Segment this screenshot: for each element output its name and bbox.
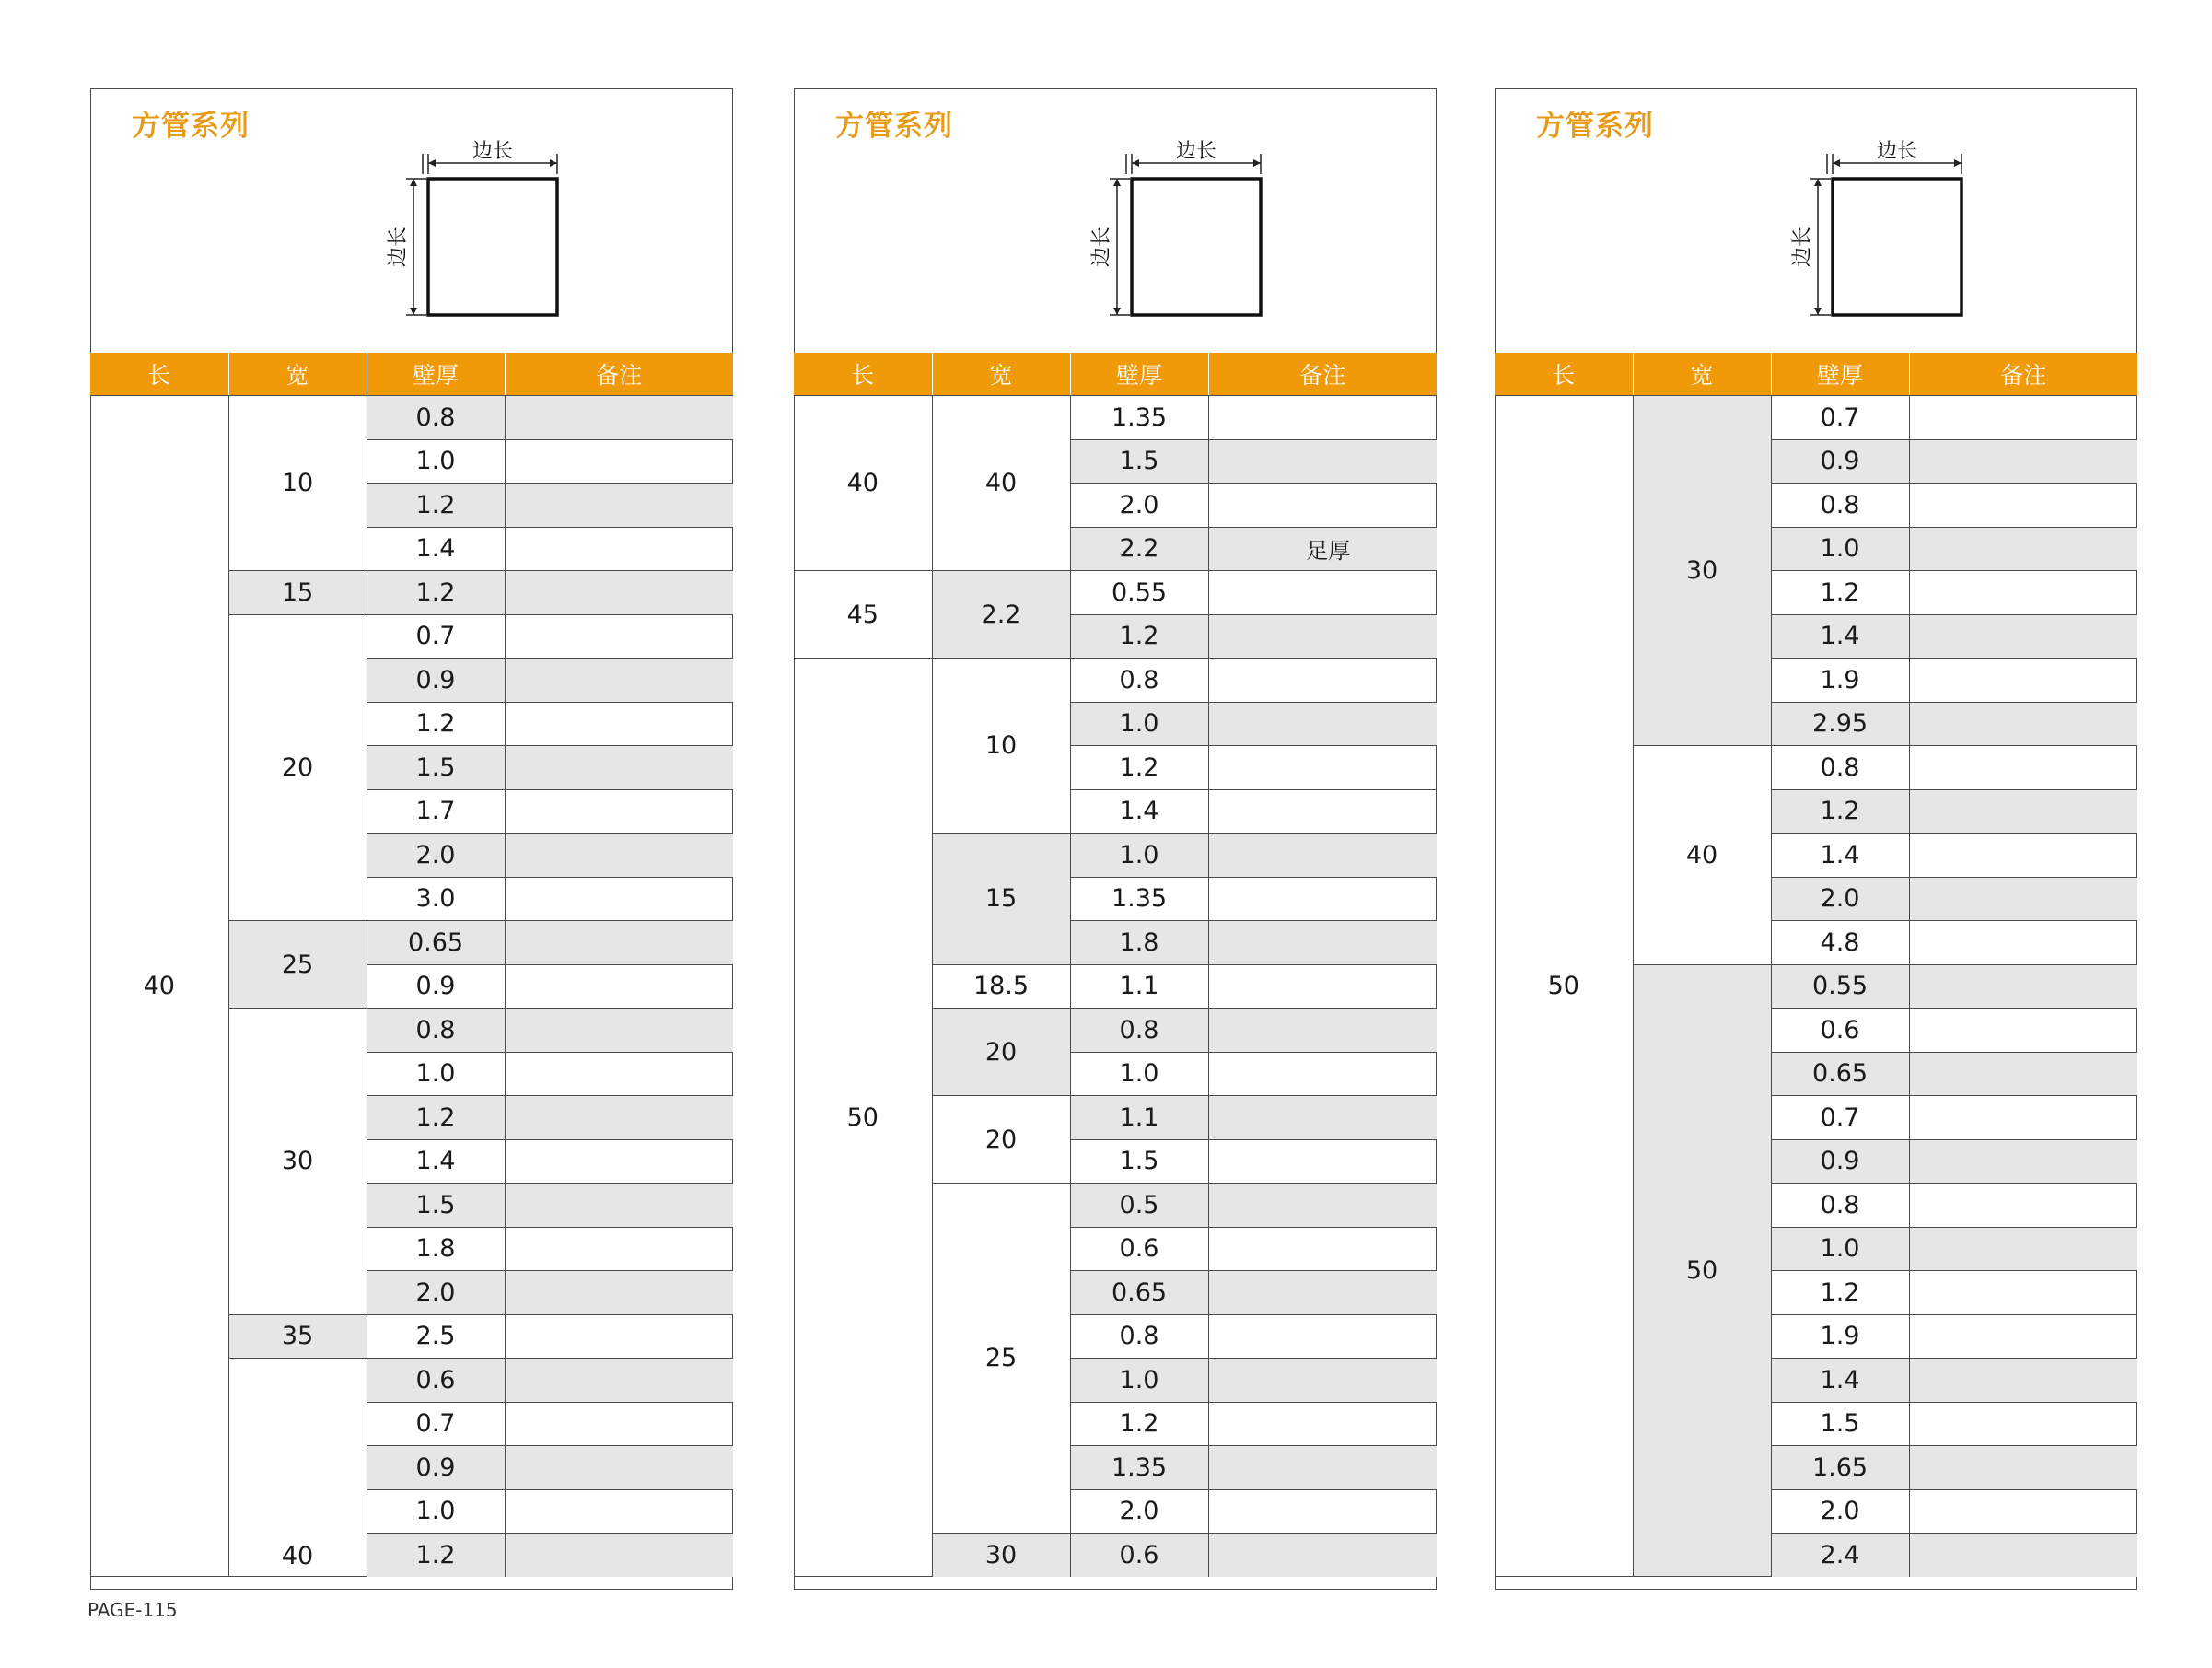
side-length-label-top: 边长 (1175, 140, 1217, 163)
thickness-cell: 1.4 (367, 527, 505, 571)
note-cell (1909, 789, 2137, 834)
thickness-cell: 2.0 (1771, 1489, 1909, 1534)
note-cell (1909, 396, 2137, 440)
width-cell: 20 (932, 1096, 1070, 1184)
note-cell (1909, 527, 2137, 571)
spec-table (90, 353, 733, 1577)
note-cell (1208, 1096, 1437, 1140)
width-cell: 50 (1633, 964, 1771, 1577)
width-cell: 15 (932, 834, 1070, 965)
panel-title: 方管系列 (835, 110, 953, 143)
width-cell: 30 (228, 1009, 367, 1315)
thickness-cell: 0.7 (367, 1402, 505, 1446)
thickness-cell: 0.65 (1070, 1271, 1208, 1315)
thickness-cell: 0.7 (367, 614, 505, 659)
thickness-cell: 1.2 (1771, 1271, 1909, 1315)
side-length-label-side: 边长 (1090, 226, 1113, 268)
note-cell (1909, 1402, 2137, 1446)
table-row (794, 659, 1437, 703)
thickness-cell: 1.5 (1070, 1139, 1208, 1184)
note-cell (1909, 1446, 2137, 1490)
width-cell: 25 (228, 921, 367, 1009)
note-cell (1208, 1184, 1437, 1228)
length-cell: 50 (794, 659, 932, 1577)
note-cell (505, 1314, 733, 1359)
note-cell (1208, 834, 1437, 878)
note-cell (1909, 659, 2137, 703)
length-cell: 45 (794, 571, 932, 659)
thickness-cell: 0.55 (1771, 964, 1909, 1009)
note-cell (1909, 1314, 2137, 1359)
thickness-cell: 2.0 (1070, 1489, 1208, 1534)
page-number: PAGE-115 (87, 1599, 178, 1621)
note-cell (1208, 789, 1437, 834)
note-cell (1208, 1402, 1437, 1446)
width-cell: 25 (932, 1184, 1070, 1534)
thickness-cell: 1.2 (367, 1534, 505, 1577)
thickness-cell: 1.8 (1070, 921, 1208, 965)
note-cell (1208, 439, 1437, 484)
width-cell: 20 (228, 614, 367, 921)
note-cell (1208, 659, 1437, 703)
thickness-cell: 1.2 (367, 1096, 505, 1140)
thickness-cell: 1.0 (1070, 702, 1208, 746)
note-cell (1909, 1184, 2137, 1228)
thickness-cell: 1.0 (1771, 527, 1909, 571)
panel-title: 方管系列 (1536, 110, 1654, 143)
header-length: 长 (794, 353, 932, 396)
header-width: 宽 (228, 353, 367, 396)
table-row (794, 396, 1437, 440)
width-cell: 10 (228, 396, 367, 571)
note-cell (1909, 1227, 2137, 1271)
panel-header (795, 89, 1436, 353)
thickness-cell: 1.0 (1070, 1052, 1208, 1096)
thickness-cell: 2.0 (1771, 877, 1909, 921)
panel-header (91, 89, 732, 353)
note-cell (1208, 1139, 1437, 1184)
thickness-cell: 1.2 (1771, 789, 1909, 834)
note-cell (505, 964, 733, 1009)
note-cell (1909, 484, 2137, 528)
thickness-cell: 0.6 (1070, 1227, 1208, 1271)
note-cell (1208, 1534, 1437, 1577)
header-length: 长 (1495, 353, 1633, 396)
note-cell (1208, 877, 1437, 921)
thickness-cell: 2.0 (1070, 484, 1208, 528)
width-cell: 30 (932, 1534, 1070, 1577)
thickness-cell: 0.7 (1771, 1096, 1909, 1140)
thickness-cell: 4.8 (1771, 921, 1909, 965)
thickness-cell: 1.4 (1771, 614, 1909, 659)
note-cell (505, 921, 733, 965)
thickness-cell: 0.65 (367, 921, 505, 965)
note-cell (1208, 571, 1437, 615)
thickness-cell: 1.0 (367, 1489, 505, 1534)
note-cell (505, 571, 733, 615)
note-cell (1208, 921, 1437, 965)
length-cell: 50 (1495, 396, 1633, 1577)
note-cell (1909, 1534, 2137, 1577)
note-cell (505, 396, 733, 440)
table-row (794, 571, 1437, 615)
header-note: 备注 (505, 353, 733, 396)
note-cell (505, 1139, 733, 1184)
note-cell (1208, 484, 1437, 528)
note-cell (505, 614, 733, 659)
thickness-cell: 1.0 (367, 439, 505, 484)
thickness-cell: 1.35 (1070, 877, 1208, 921)
note-cell (505, 1009, 733, 1053)
note-cell (505, 1184, 733, 1228)
thickness-cell: 0.5 (1070, 1184, 1208, 1228)
thickness-cell: 1.0 (1070, 1359, 1208, 1403)
thickness-cell: 1.7 (367, 789, 505, 834)
note-cell (1208, 1227, 1437, 1271)
width-cell: 30 (1633, 396, 1771, 746)
note-cell (1909, 702, 2137, 746)
note-cell (505, 877, 733, 921)
note-cell (505, 1052, 733, 1096)
note-cell (1909, 1052, 2137, 1096)
note-cell (505, 702, 733, 746)
panel-title: 方管系列 (132, 110, 250, 143)
note-cell (1909, 1359, 2137, 1403)
note-cell (505, 1446, 733, 1490)
width-cell: 40 (228, 1359, 367, 1577)
note-cell (1909, 834, 2137, 878)
spec-table (1495, 353, 2137, 1577)
thickness-cell: 0.8 (1771, 484, 1909, 528)
spec-panel (794, 88, 1437, 1590)
note-cell (1909, 1009, 2137, 1053)
thickness-cell: 0.8 (1070, 1314, 1208, 1359)
thickness-cell: 1.2 (1070, 614, 1208, 659)
note-cell (1909, 1139, 2137, 1184)
thickness-cell: 0.9 (367, 659, 505, 703)
header-note: 备注 (1208, 353, 1437, 396)
note-cell (1208, 396, 1437, 440)
thickness-cell: 1.5 (1771, 1402, 1909, 1446)
note-cell (1208, 1446, 1437, 1490)
width-cell: 2.2 (932, 571, 1070, 659)
header-width: 宽 (1633, 353, 1771, 396)
thickness-cell: 1.1 (1070, 964, 1208, 1009)
spec-table (794, 353, 1437, 1577)
header-row (1495, 353, 2137, 396)
note-cell (505, 1489, 733, 1534)
thickness-cell: 0.65 (1771, 1052, 1909, 1096)
thickness-cell: 1.2 (1070, 746, 1208, 790)
thickness-cell: 2.95 (1771, 702, 1909, 746)
thickness-cell: 1.8 (367, 1227, 505, 1271)
thickness-cell: 0.7 (1771, 396, 1909, 440)
note-cell (1208, 614, 1437, 659)
note-cell (505, 1534, 733, 1577)
thickness-cell: 1.35 (1070, 396, 1208, 440)
note-cell (1208, 1271, 1437, 1315)
thickness-cell: 2.0 (367, 834, 505, 878)
thickness-cell: 1.2 (1771, 571, 1909, 615)
thickness-cell: 2.5 (367, 1314, 505, 1359)
thickness-cell: 0.9 (367, 1446, 505, 1490)
thickness-cell: 1.0 (1771, 1227, 1909, 1271)
thickness-cell: 1.4 (1771, 1359, 1909, 1403)
thickness-cell: 0.9 (1771, 439, 1909, 484)
note-cell (1909, 964, 2137, 1009)
note-cell (1208, 702, 1437, 746)
note-cell (1909, 1096, 2137, 1140)
note-cell (1909, 746, 2137, 790)
thickness-cell: 1.2 (367, 571, 505, 615)
thickness-cell: 1.2 (1070, 1402, 1208, 1446)
thickness-cell: 1.2 (367, 484, 505, 528)
note-cell (505, 1227, 733, 1271)
side-length-label-side: 边长 (387, 226, 410, 268)
thickness-cell: 0.8 (1771, 746, 1909, 790)
header-row (90, 353, 733, 396)
note-cell (505, 834, 733, 878)
spec-panel (90, 88, 733, 1590)
note-cell (1909, 571, 2137, 615)
note-cell (505, 484, 733, 528)
width-cell: 18.5 (932, 964, 1070, 1009)
thickness-cell: 0.6 (1070, 1534, 1208, 1577)
table-row (1495, 396, 2137, 440)
length-cell: 40 (90, 396, 228, 1577)
thickness-cell: 1.2 (367, 702, 505, 746)
spec-panel (1495, 88, 2137, 1590)
thickness-cell: 1.5 (1070, 439, 1208, 484)
note-cell (1208, 1009, 1437, 1053)
thickness-cell: 1.65 (1771, 1446, 1909, 1490)
thickness-cell: 1.4 (1070, 789, 1208, 834)
header-row (794, 353, 1437, 396)
thickness-cell: 0.8 (1070, 1009, 1208, 1053)
thickness-cell: 3.0 (367, 877, 505, 921)
thickness-cell: 2.2 (1070, 527, 1208, 571)
note-cell (1909, 921, 2137, 965)
header-thickness: 壁厚 (367, 353, 505, 396)
width-cell: 40 (932, 396, 1070, 571)
thickness-cell: 0.9 (367, 964, 505, 1009)
header-thickness: 壁厚 (1070, 353, 1208, 396)
note-cell (505, 746, 733, 790)
thickness-cell: 1.9 (1771, 1314, 1909, 1359)
thickness-cell: 1.4 (367, 1139, 505, 1184)
note-cell (1909, 1271, 2137, 1315)
note-cell (1208, 746, 1437, 790)
note-cell (1909, 877, 2137, 921)
note-cell (1208, 1489, 1437, 1534)
note-cell (505, 527, 733, 571)
note-cell (505, 1402, 733, 1446)
thickness-cell: 1.35 (1070, 1446, 1208, 1490)
note-cell (1208, 1359, 1437, 1403)
thickness-cell: 0.6 (1771, 1009, 1909, 1053)
thickness-cell: 0.8 (1070, 659, 1208, 703)
length-cell: 40 (794, 396, 932, 571)
width-cell: 15 (228, 571, 367, 615)
width-cell: 20 (932, 1009, 1070, 1096)
thickness-cell: 0.8 (367, 396, 505, 440)
note-cell (505, 659, 733, 703)
thickness-cell: 0.9 (1771, 1139, 1909, 1184)
thickness-cell: 2.4 (1771, 1534, 1909, 1577)
note-cell (505, 1096, 733, 1140)
thickness-cell: 1.5 (367, 746, 505, 790)
header-length: 长 (90, 353, 228, 396)
side-length-label-top: 边长 (1876, 140, 1918, 163)
note-cell (505, 789, 733, 834)
note-cell (1208, 1314, 1437, 1359)
side-length-label-top: 边长 (472, 140, 514, 163)
header-width: 宽 (932, 353, 1070, 396)
thickness-cell: 1.0 (1070, 834, 1208, 878)
thickness-cell: 0.6 (367, 1359, 505, 1403)
note-cell (505, 439, 733, 484)
width-cell: 35 (228, 1314, 367, 1359)
width-cell: 10 (932, 659, 1070, 834)
thickness-cell: 1.5 (367, 1184, 505, 1228)
note-cell (505, 1271, 733, 1315)
thickness-cell: 1.9 (1771, 659, 1909, 703)
note-cell (1909, 1489, 2137, 1534)
thickness-cell: 0.55 (1070, 571, 1208, 615)
header-thickness: 壁厚 (1771, 353, 1909, 396)
width-cell: 40 (1633, 746, 1771, 965)
thickness-cell: 0.8 (367, 1009, 505, 1053)
thickness-cell: 0.8 (1771, 1184, 1909, 1228)
thickness-cell: 1.4 (1771, 834, 1909, 878)
note-cell (1208, 1052, 1437, 1096)
side-length-label-side: 边长 (1791, 226, 1814, 268)
note-cell (1208, 964, 1437, 1009)
note-cell: 足厚 (1208, 527, 1437, 571)
note-cell (1909, 439, 2137, 484)
note-cell (505, 1359, 733, 1403)
thickness-cell: 1.1 (1070, 1096, 1208, 1140)
note-cell (1909, 614, 2137, 659)
panel-header (1496, 89, 2136, 353)
table-row (90, 396, 733, 440)
thickness-cell: 2.0 (367, 1271, 505, 1315)
header-note: 备注 (1909, 353, 2137, 396)
thickness-cell: 1.0 (367, 1052, 505, 1096)
